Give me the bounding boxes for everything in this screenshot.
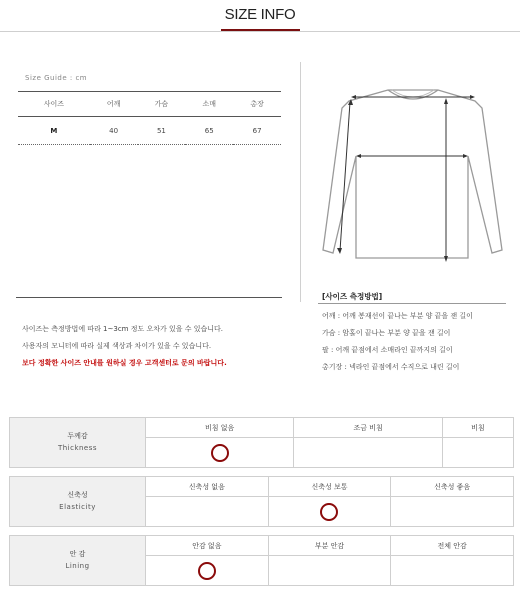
elasticity-label-ko: 신축성 — [67, 491, 88, 500]
elasticity-option-normal: 신축성 보통 — [268, 477, 391, 497]
size-table — [18, 91, 281, 145]
thickness-label-en: Thickness — [57, 443, 98, 452]
lining-option-partial: 부분 안감 — [268, 536, 391, 556]
thickness-option-sheer: 비침 — [442, 418, 513, 438]
lining-option-none: 안감 없음 — [146, 536, 269, 556]
size-guide-label: Size Guide : cm — [25, 74, 88, 82]
sweater-diagram-icon — [318, 80, 508, 270]
elasticity-table — [9, 476, 514, 527]
selection-circle-icon — [211, 444, 229, 462]
size-cell-chest: 51 — [138, 117, 186, 145]
lining-label — [10, 536, 146, 586]
thickness-cell-sheer — [442, 438, 513, 468]
vertical-divider — [300, 62, 301, 302]
size-table-header-row — [18, 92, 281, 117]
page-title: SIZE INFO — [224, 6, 296, 23]
lining-label-ko: 안 감 — [69, 550, 86, 559]
lining-cell-full — [391, 556, 514, 586]
method-line-sleeve: 팔 : 어깨 끝점에서 소매라인 끝까지의 길이 — [322, 346, 453, 354]
thickness-option-slight: 조금 비침 — [294, 418, 442, 438]
size-cell-size: M — [18, 117, 90, 145]
size-cell-sleeve: 65 — [185, 117, 233, 145]
thickness-option-none: 비침 없음 — [146, 418, 294, 438]
thickness-label — [10, 418, 146, 468]
elasticity-option-none: 신축성 없음 — [146, 477, 269, 497]
method-line-length: 총기장 : 넥라인 끝점에서 수직으로 내린 길이 — [322, 363, 460, 371]
note-measurement: 사이즈는 측정방법에 따라 1~3cm 정도 오차가 있을 수 있습니다. — [22, 325, 223, 333]
elasticity-option-good: 신축성 좋음 — [391, 477, 514, 497]
thickness-cell-slight — [294, 438, 442, 468]
method-divider — [318, 303, 506, 304]
size-header-chest: 가슴 — [138, 92, 186, 117]
size-header-sleeve: 소매 — [185, 92, 233, 117]
size-header-shoulder: 어깨 — [90, 92, 138, 117]
elasticity-label-en: Elasticity — [59, 502, 96, 511]
size-header-size: 사이즈 — [18, 92, 90, 117]
note-monitor: 사용자의 모니터에 따라 실제 색상과 차이가 있을 수 있습니다. — [22, 342, 212, 350]
method-title: [사이즈 측정방법] — [322, 292, 383, 301]
elasticity-label — [10, 477, 146, 527]
table-row — [18, 117, 281, 145]
thickness-label-ko: 두께감 — [67, 432, 88, 441]
thickness-cell-none — [146, 438, 294, 468]
selection-circle-icon — [320, 503, 338, 521]
method-line-shoulder: 어깨 : 어깨 봉재선이 끝나는 부분 양 끝을 잰 길이 — [322, 312, 473, 320]
elasticity-cell-none — [146, 497, 269, 527]
selection-circle-icon — [198, 562, 216, 580]
lining-table — [9, 535, 514, 586]
size-cell-shoulder: 40 — [90, 117, 138, 145]
method-line-chest: 가슴 : 암홀이 끝나는 부분 양 끝을 잰 길이 — [322, 329, 451, 337]
notes-divider — [16, 297, 282, 298]
elasticity-cell-normal — [268, 497, 391, 527]
elasticity-cell-good — [391, 497, 514, 527]
size-header-length: 총장 — [233, 92, 281, 117]
lining-option-full: 전체 안감 — [391, 536, 514, 556]
lining-cell-none — [146, 556, 269, 586]
lining-label-en: Lining — [65, 561, 90, 570]
note-contact: 보다 정확한 사이즈 안내를 원하실 경우 고객센터로 문의 바랍니다. — [22, 359, 227, 367]
size-cell-length: 67 — [233, 117, 281, 145]
top-divider — [0, 31, 520, 32]
thickness-table — [9, 417, 514, 468]
lining-cell-partial — [268, 556, 391, 586]
